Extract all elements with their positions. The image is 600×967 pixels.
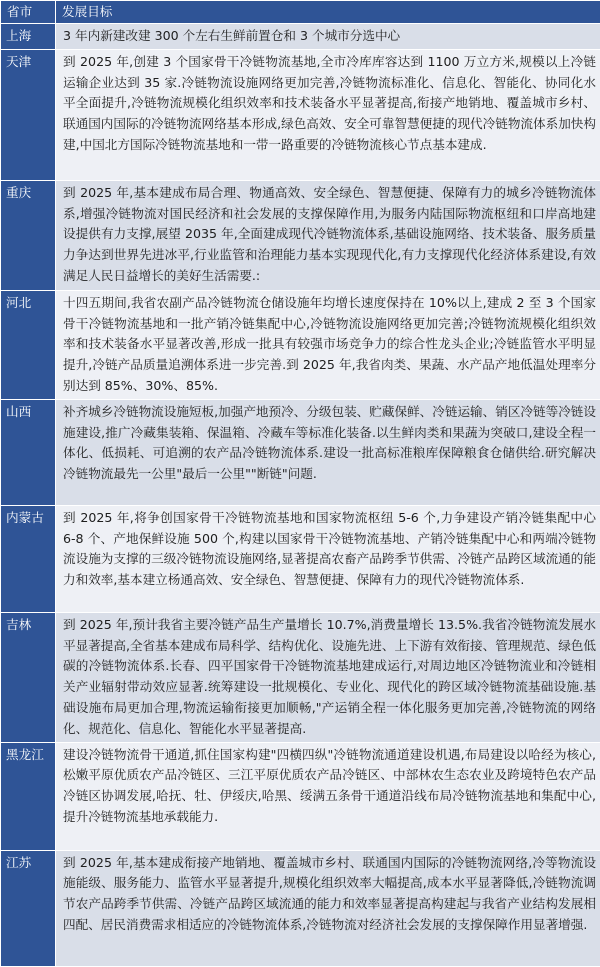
province-cell: 黑龙江	[1, 742, 56, 850]
table-row	[1, 399, 600, 505]
goal-cell: 到 2025 年,创建 3 个国家骨干冷链物流基地,全市冷库库容达到 1100 万立方米,规模以上冷链运输企业达到 35 家.冷链物流设施网络更加完善,冷链物流标准化、信息化、智能化、协同化水平全面提升,冷链物流规模化组织效率和技术装备水平显著提高,衔接产地销地、覆盖城市乡村、联通国内国际的冷链物流网络基本形成,绿色高效、安全可靠智慧便捷的现代冷链物流体系加快构建,中国北方国际冷链物流基地和一带一路重要的冷链物流核心节点基本建成.	[56, 49, 600, 180]
table-row	[1, 290, 600, 399]
province-cell: 山西	[1, 399, 56, 505]
goal-cell: 到 2025 年,基本建成衔接产地销地、覆盖城市乡村、联通国内国际的冷链物流网络,冷等物流设施能级、服务能力、监管水平显著提升,规模化组织效率大幅提高,成本水平显著降低,冷链物流调节农产品跨季节供需、冷链产品跨区域流通的能力和效率显著提高构建起与我省产业结构发展相四配、居民消费需求相适应的冷链物流体系,冷链物流对经济社会发展的支撑保障作用显著增强.	[56, 850, 600, 966]
table-row	[1, 49, 600, 180]
table-row	[1, 505, 600, 612]
province-cell: 河北	[1, 290, 56, 399]
table-row	[1, 742, 600, 850]
goal-cell: 到 2025 年,预计我省主要冷链产品生产量增长 10.7%,消费量增长 13.5%.我省冷链物流发展水平显著提高,全省基本建成布局科学、结构优化、设施先进、上下游有效衔接、管理规范、绿色低碳的冷链物流体系.长春、四平国家骨干冷链物流基地建成运行,对周边地区冷链物流业和冷链相关产业辐射带动效应显著.统筹建设一批规模化、专业化、现代化的跨区域冷链物流基础设施.基础设施布局更加合理,物流运输衔接更加顺畅,"产运销全程一体化服务更加完善,冷链物流的网络化、规范化、信息化、智能化水平显著提高.	[56, 612, 600, 742]
province-cell: 上海	[1, 24, 56, 50]
goal-cell: 十四五期间,我省农副产品冷链物流仓储设施年均增长速度保持在 10%以上,建成 2 至 3 个国家骨干冷链物流基地和一批产销冷链集配中心,冷链物流设施网络更加完善;冷链物流规模化组织效率和技术装备水平显著改善,形成一批具有较强市场竞争力的综合性龙头企业;冷链监管水平明显提升,冷链产品质量追溯体系进一步完善.到 2025 年,我省肉类、果蔬、水产品产地低温处理率分别达到 85%、30%、85%.	[56, 290, 600, 399]
goal-cell: 建设冷链物流骨干通道,抓住国家构建"四横四纵"冷链物流通道建设机遇,布局建设以哈经为核心,松嫩平原优质农产品冷链区、三江平原优质农产品冷链区、中部林农生态农业及跨境特色农产品冷链区协调发展,哈抚、牡、伊绥庆,哈黑、绥满五条骨干通道沿线布局冷链物流基地和集配中心,提升冷链物流基地承载能力.	[56, 742, 600, 850]
goal-cell: 3 年内新建改建 300 个左右生鲜前置仓和 3 个城市分选中心	[56, 24, 600, 50]
table-header-row	[1, 1, 600, 24]
header-goal: 发展目标	[56, 1, 600, 24]
goal-cell: 到 2025 年,将争创国家骨干冷链物流基地和国家物流枢纽 5-6 个,力争建设产销冷链集配中心 6-8 个、产地保鲜设施 500 个,构建以国家骨干冷链物流基地、产销冷链集配中心和两端冷链物流设施为支撑的三级冷链物流设施网络,显著提高农畜产品跨季节供需、冷链产品跨区域流通的能力和效率,基本建立杨通高效、安全绿色、智慧便捷、保障有力的现代冷链物流体系.	[56, 505, 600, 612]
province-cell: 内蒙古	[1, 505, 56, 612]
table-row	[1, 24, 600, 50]
goal-cell: 到 2025 年,基本建成布局合理、物通高效、安全绿色、智慧便捷、保障有力的城乡冷链物流体系,增强冷链物流对国民经济和社会发展的支撑保障作用,为服务内陆国际物流枢纽和口岸高地建设提供有力支撑,展望 2035 年,全面建成现代冷链物流体系,基础设施网络、技术装备、服务质量力争达到世界先进冰平,行业监管和治理能力基本实现现代化,有力支撑现代化经济体系建设,有效满足人民日益增长的美好生活需要.:	[56, 180, 600, 290]
header-province: 省市	[1, 1, 56, 24]
table-row	[1, 180, 600, 290]
province-cell: 江苏	[1, 850, 56, 966]
province-cell: 重庆	[1, 180, 56, 290]
goal-cell: 补齐城乡冷链物流设施短板,加强产地预冷、分级包装、贮藏保鲜、冷链运输、销区冷链等冷链设施建设,推广冷藏集装箱、保温箱、冷藏车等标准化装备.以生鲜肉类和果蔬为突破口,建设全程一体化、低损耗、可追溯的农产品冷链物流体系.建设一批高标准粮库保障粮食仓储供给.研究解决冷链物流最先一公里"最后一公里""断链"问题.	[56, 399, 600, 505]
table-row	[1, 850, 600, 966]
table-row	[1, 612, 600, 742]
province-cell: 吉林	[1, 612, 56, 742]
province-cell: 天津	[1, 49, 56, 180]
